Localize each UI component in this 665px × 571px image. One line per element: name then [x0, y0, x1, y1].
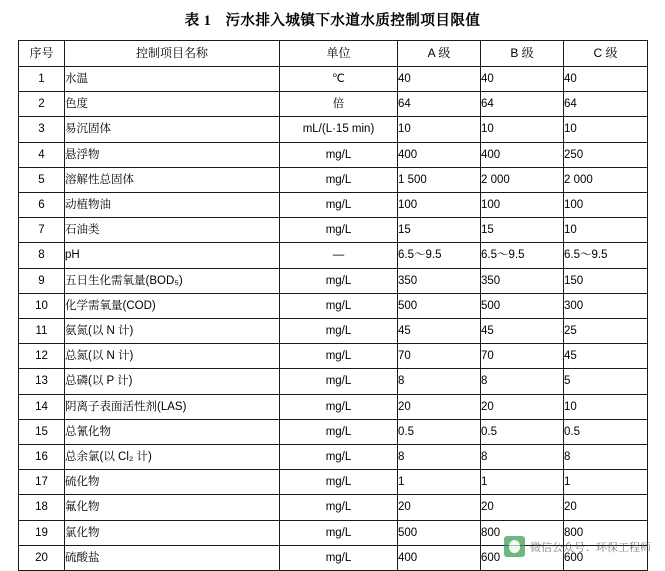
cell-unit: mg/L — [280, 167, 398, 192]
cell-no: 11 — [19, 319, 65, 344]
cell-grade-c: 6.5～9.5 — [564, 243, 648, 268]
cell-grade-b: 400 — [481, 142, 564, 167]
watermark-label: 微信公众号：环保工程师 — [530, 541, 651, 554]
column-header-name: 控制项目名称 — [65, 41, 280, 67]
cell-grade-a: 400 — [398, 142, 481, 167]
cell-item-name: 总氮(以 N 计) — [65, 344, 280, 369]
cell-item-name: 易沉固体 — [65, 117, 280, 142]
cell-no: 10 — [19, 293, 65, 318]
page-title — [18, 0, 647, 40]
column-header-c: C 级 — [564, 41, 648, 67]
cell-grade-b: 2 000 — [481, 167, 564, 192]
cell-no: 5 — [19, 167, 65, 192]
cell-grade-b: 100 — [481, 193, 564, 218]
table-row — [19, 369, 648, 394]
cell-no: 14 — [19, 394, 65, 419]
cell-no: 13 — [19, 369, 65, 394]
cell-grade-c: 25 — [564, 319, 648, 344]
cell-grade-b: 40 — [481, 67, 564, 92]
cell-unit: mg/L — [280, 369, 398, 394]
cell-grade-b: 20 — [481, 394, 564, 419]
cell-no: 19 — [19, 520, 65, 545]
cell-grade-c: 45 — [564, 344, 648, 369]
table-title: 污水排入城镇下水道水质控制项目限值 — [225, 13, 481, 29]
cell-item-name: 总余氯(以 Cl₂ 计) — [65, 445, 280, 470]
cell-grade-a: 0.5 — [398, 419, 481, 444]
table-row — [19, 268, 648, 293]
table-row — [19, 117, 648, 142]
cell-grade-b: 6.5～9.5 — [481, 243, 564, 268]
cell-item-name: 悬浮物 — [65, 142, 280, 167]
cell-unit: 倍 — [280, 92, 398, 117]
cell-item-name: 硫酸盐 — [65, 545, 280, 570]
cell-grade-c: 100 — [564, 193, 648, 218]
cell-item-name: 石油类 — [65, 218, 280, 243]
cell-grade-a: 500 — [398, 520, 481, 545]
cell-grade-a: 500 — [398, 293, 481, 318]
cell-grade-c: 10 — [564, 218, 648, 243]
cell-grade-b: 10 — [481, 117, 564, 142]
cell-grade-a: 1 500 — [398, 167, 481, 192]
water-quality-limits-table — [18, 40, 648, 571]
cell-grade-c: 8 — [564, 445, 648, 470]
cell-item-name: 五日生化需氧量(BOD₅) — [65, 268, 280, 293]
table-row — [19, 243, 648, 268]
cell-unit: mg/L — [280, 394, 398, 419]
table-row — [19, 495, 648, 520]
table-row — [19, 419, 648, 444]
table-row — [19, 167, 648, 192]
cell-unit: mg/L — [280, 268, 398, 293]
cell-unit: mg/L — [280, 193, 398, 218]
cell-unit: mg/L — [280, 218, 398, 243]
cell-grade-b: 600 — [481, 545, 564, 570]
cell-no: 18 — [19, 495, 65, 520]
cell-grade-c: 20 — [564, 495, 648, 520]
cell-item-name: pH — [65, 243, 280, 268]
cell-unit: mg/L — [280, 319, 398, 344]
cell-unit: mg/L — [280, 293, 398, 318]
cell-no: 2 — [19, 92, 65, 117]
cell-unit: mg/L — [280, 495, 398, 520]
cell-grade-b: 70 — [481, 344, 564, 369]
cell-item-name: 硫化物 — [65, 470, 280, 495]
cell-no: 16 — [19, 445, 65, 470]
cell-unit: mL/(L·15 min) — [280, 117, 398, 142]
cell-no: 20 — [19, 545, 65, 570]
cell-grade-b: 350 — [481, 268, 564, 293]
cell-grade-c: 64 — [564, 92, 648, 117]
cell-no: 15 — [19, 419, 65, 444]
table-row — [19, 218, 648, 243]
cell-grade-c: 1 — [564, 470, 648, 495]
cell-grade-b: 64 — [481, 92, 564, 117]
cell-grade-a: 40 — [398, 67, 481, 92]
cell-grade-a: 64 — [398, 92, 481, 117]
column-header-a: A 级 — [398, 41, 481, 67]
leaf-logo-icon — [504, 536, 525, 557]
cell-grade-b: 8 — [481, 445, 564, 470]
cell-grade-b: 800 — [481, 520, 564, 545]
cell-item-name: 总磷(以 P 计) — [65, 369, 280, 394]
cell-item-name: 溶解性总固体 — [65, 167, 280, 192]
cell-grade-c: 300 — [564, 293, 648, 318]
table-row — [19, 394, 648, 419]
cell-unit: mg/L — [280, 520, 398, 545]
cell-unit: mg/L — [280, 344, 398, 369]
table-header-row — [19, 41, 648, 67]
table-row — [19, 67, 648, 92]
cell-no: 1 — [19, 67, 65, 92]
cell-item-name: 动植物油 — [65, 193, 280, 218]
cell-grade-c: 600 — [564, 545, 648, 570]
cell-grade-a: 10 — [398, 117, 481, 142]
cell-unit: — — [280, 243, 398, 268]
column-header-b: B 级 — [481, 41, 564, 67]
cell-no: 8 — [19, 243, 65, 268]
cell-item-name: 氨氮(以 N 计) — [65, 319, 280, 344]
cell-grade-a: 8 — [398, 369, 481, 394]
cell-grade-a: 70 — [398, 344, 481, 369]
cell-grade-b: 15 — [481, 218, 564, 243]
table-row — [19, 319, 648, 344]
table-row — [19, 445, 648, 470]
cell-unit: mg/L — [280, 445, 398, 470]
table-row — [19, 193, 648, 218]
table-row — [19, 470, 648, 495]
cell-item-name: 氯化物 — [65, 520, 280, 545]
cell-no: 4 — [19, 142, 65, 167]
table-row — [19, 344, 648, 369]
cell-item-name: 总氰化物 — [65, 419, 280, 444]
cell-no: 7 — [19, 218, 65, 243]
column-header-unit: 单位 — [280, 41, 398, 67]
table-row — [19, 92, 648, 117]
cell-grade-b: 500 — [481, 293, 564, 318]
cell-no: 17 — [19, 470, 65, 495]
cell-grade-c: 150 — [564, 268, 648, 293]
table-row — [19, 142, 648, 167]
cell-unit: mg/L — [280, 470, 398, 495]
cell-grade-c: 2 000 — [564, 167, 648, 192]
cell-item-name: 色度 — [65, 92, 280, 117]
cell-grade-a: 20 — [398, 495, 481, 520]
cell-grade-a: 100 — [398, 193, 481, 218]
cell-grade-b: 8 — [481, 369, 564, 394]
cell-grade-c: 10 — [564, 117, 648, 142]
cell-unit: mg/L — [280, 142, 398, 167]
table-row — [19, 293, 648, 318]
cell-unit: mg/L — [280, 419, 398, 444]
watermark — [504, 536, 651, 557]
cell-grade-c: 250 — [564, 142, 648, 167]
cell-grade-c: 0.5 — [564, 419, 648, 444]
cell-grade-a: 350 — [398, 268, 481, 293]
cell-no: 6 — [19, 193, 65, 218]
cell-grade-c: 10 — [564, 394, 648, 419]
cell-grade-a: 1 — [398, 470, 481, 495]
cell-item-name: 阴离子表面活性剂(LAS) — [65, 394, 280, 419]
cell-grade-a: 400 — [398, 545, 481, 570]
table-body — [19, 67, 648, 571]
column-header-no: 序号 — [19, 41, 65, 67]
cell-grade-c: 5 — [564, 369, 648, 394]
cell-grade-a: 6.5～9.5 — [398, 243, 481, 268]
cell-grade-a: 8 — [398, 445, 481, 470]
cell-item-name: 水温 — [65, 67, 280, 92]
cell-grade-a: 15 — [398, 218, 481, 243]
cell-unit: mg/L — [280, 545, 398, 570]
cell-item-name: 氟化物 — [65, 495, 280, 520]
cell-unit: ℃ — [280, 67, 398, 92]
cell-grade-b: 45 — [481, 319, 564, 344]
cell-grade-c: 40 — [564, 67, 648, 92]
cell-grade-a: 45 — [398, 319, 481, 344]
table-label: 表 1 — [184, 13, 212, 29]
cell-grade-b: 0.5 — [481, 419, 564, 444]
cell-grade-b: 1 — [481, 470, 564, 495]
cell-grade-b: 20 — [481, 495, 564, 520]
cell-no: 12 — [19, 344, 65, 369]
cell-no: 3 — [19, 117, 65, 142]
cell-grade-c: 800 — [564, 520, 648, 545]
cell-no: 9 — [19, 268, 65, 293]
cell-grade-a: 20 — [398, 394, 481, 419]
cell-item-name: 化学需氧量(COD) — [65, 293, 280, 318]
